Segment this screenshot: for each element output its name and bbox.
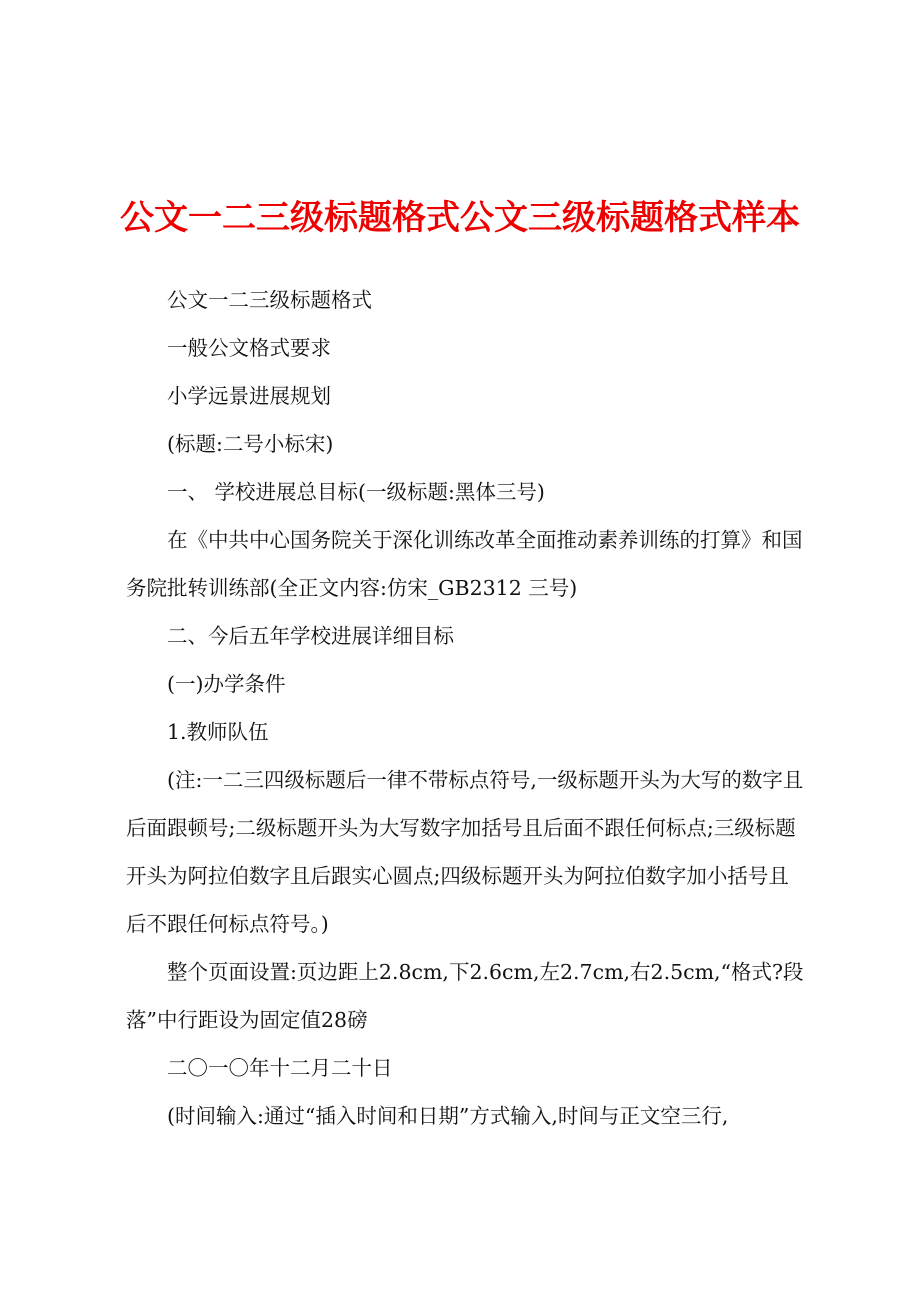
document-title: 公文一二三级标题格式公文三级标题格式样本 <box>120 198 800 238</box>
document-body <box>126 276 806 1140</box>
paragraph-date-note: (时间输入:通过“插入时间和日期”方式输入,时间与正文空三行, <box>167 1104 729 1128</box>
paragraph-page-setup: 整个页面设置:页边距上2.8cm,下2.6cm,左2.7cm,右2.5cm,“格式?段落”中行距设为固定值28磅 <box>126 960 804 1032</box>
paragraph-school-plan: 小学远景进展规划 <box>167 384 331 408</box>
paragraph-heading-format: 公文一二三级标题格式 <box>167 288 372 312</box>
paragraph-level3-heading: 1.教师队伍 <box>167 720 269 744</box>
paragraph-body-text: 在《中共中心国务院关于深化训练改革全面推动素养训练的打算》和国务院批转训练部(全正文内容:仿宋_GB2312 三号) <box>126 528 803 600</box>
paragraph-heading-notes: (注:一二三四级标题后一律不带标点符号,一级标题开头为大写的数字且后面跟顿号;二级标题开头为大写数字加括号且后面不跟任何标点;三级标题开头为阿拉伯数字且后跟实心圆点;四级标题开头为阿拉伯数字加小括号且后不跟任何标点符号。) <box>126 768 804 936</box>
paragraph-level1-heading: 一、 学校进展总目标(一级标题:黑体三号) <box>167 480 545 504</box>
paragraph-date: 二〇一〇年十二月二十日 <box>167 1056 393 1080</box>
paragraph-level1-heading-2: 二、今后五年学校进展详细目标 <box>167 624 454 648</box>
paragraph-title-note: (标题:二号小标宋) <box>167 432 334 456</box>
paragraph-general-requirements: 一般公文格式要求 <box>167 336 331 360</box>
paragraph-level2-heading: (一)办学条件 <box>167 672 286 696</box>
